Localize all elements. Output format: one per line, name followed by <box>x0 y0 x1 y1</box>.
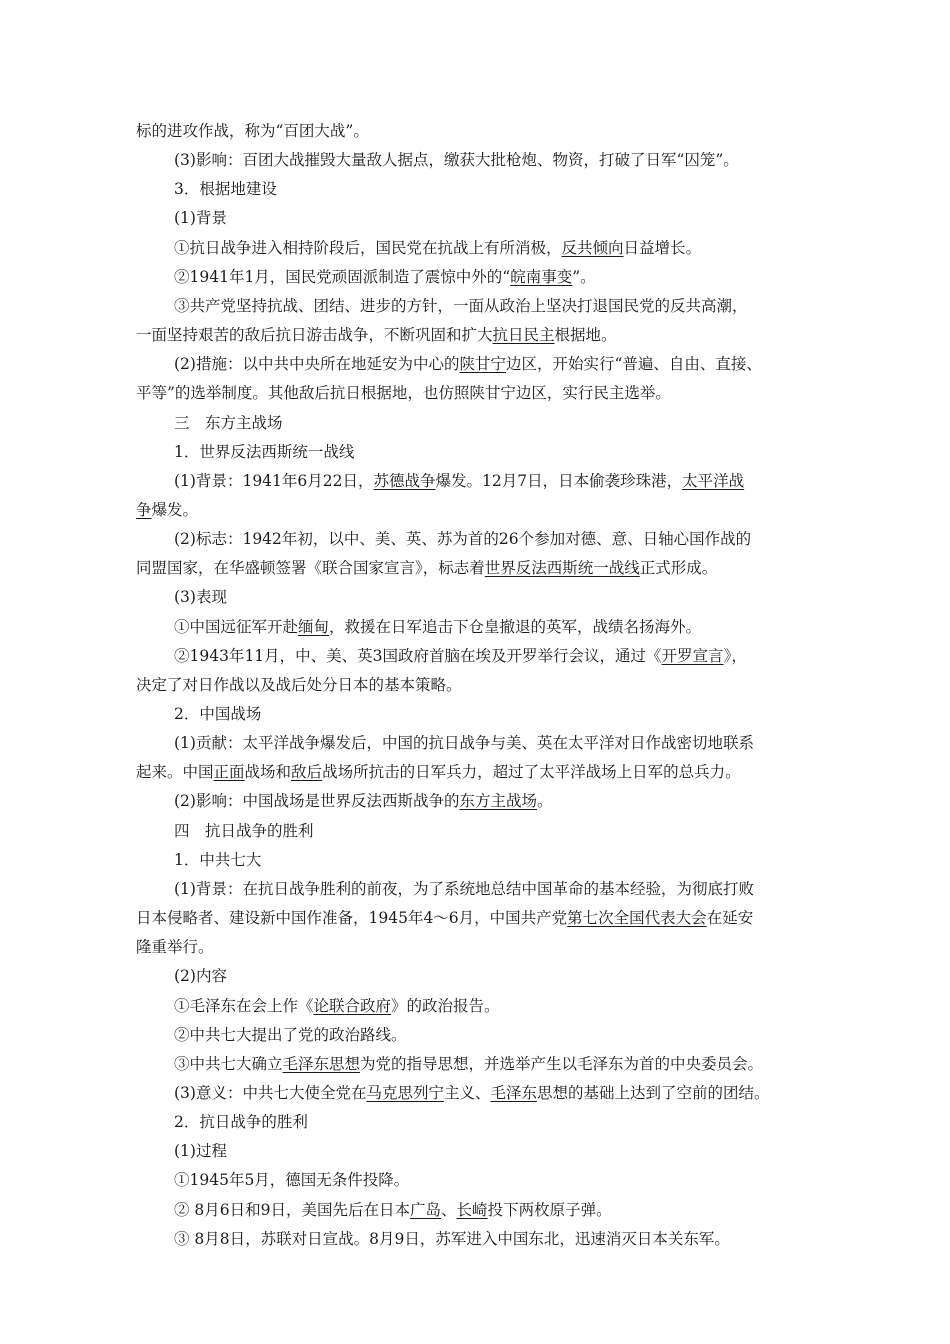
text-segment: 一面坚持艰苦的敌后抗日游击战争，不断巩固和扩大 <box>136 326 493 344</box>
text-segment: ①抗日战争进入相持阶段后，国民党在抗战上有所消极， <box>174 239 562 257</box>
text-line <box>174 441 826 463</box>
text-line <box>174 820 826 842</box>
text-segment: (2)内容 <box>174 967 227 985</box>
underlined-answer: 陕甘宁 <box>459 355 506 373</box>
text-segment: 边区，开始实行“普遍、自由、直接、 <box>505 355 762 373</box>
text-segment: 主义、 <box>443 1084 491 1102</box>
text-line <box>174 237 826 259</box>
text-segment: (1)背景 <box>174 209 227 227</box>
text-segment: ② 8月6日和9日，美国先后在日本 <box>174 1201 411 1219</box>
underlined-answer: 马克思列宁 <box>366 1084 444 1102</box>
underlined-answer: 正面 <box>213 763 245 781</box>
text-segment: 三 东方主战场 <box>174 414 283 432</box>
text-line <box>174 412 826 434</box>
underlined-answer: 毛泽东 <box>490 1084 538 1102</box>
underlined-answer: 长崎 <box>456 1201 488 1219</box>
text-segment: ②1941年1月，国民党顽固派制造了震惊中外的“ <box>174 268 511 286</box>
text-line <box>174 295 826 317</box>
text-segment: 决定了对日作战以及战后处分日本的基本策略。 <box>136 676 462 694</box>
underlined-answer: 缅甸 <box>298 618 330 636</box>
text-line <box>174 207 826 229</box>
text-line <box>136 324 826 346</box>
text-line <box>136 120 826 142</box>
underlined-answer: 敌后 <box>291 763 323 781</box>
text-line <box>174 616 826 638</box>
text-segment: (1)背景：在抗日战争胜利的前夜，为了系统地总结中国革命的基本经验，为彻底打败 <box>174 880 754 898</box>
underlined-answer: 第七次全国代表大会 <box>567 909 707 927</box>
text-line <box>174 149 826 171</box>
text-segment: 为党的指导思想，并选举产生以毛泽东为首的中央委员会。 <box>360 1055 764 1073</box>
text-segment: (2)措施：以中共中央所在地延安为中心的 <box>174 355 460 373</box>
text-line <box>174 1111 826 1133</box>
text-segment: 隆重举行。 <box>136 938 214 956</box>
underlined-answer: 东方主战场 <box>459 792 537 810</box>
text-segment: 》的政治报告。 <box>391 997 500 1015</box>
text-line <box>136 907 826 929</box>
text-line <box>174 470 826 492</box>
text-line <box>174 965 826 987</box>
text-segment: (1)贡献：太平洋战争爆发后，中国的抗日战争与美、英在太平洋对日作战密切地联系 <box>174 734 754 752</box>
text-segment: 日本侵略者、建设新中国作准备，1945年4～6月，中国共产党 <box>136 909 568 927</box>
text-segment: 起来。中国 <box>136 763 214 781</box>
text-line <box>174 849 826 871</box>
text-segment: 根据地。 <box>554 326 617 344</box>
text-segment: 爆发。12月7日，日本偷袭珍珠港， <box>435 472 683 490</box>
text-segment: 投下两枚原子弹。 <box>487 1201 612 1219</box>
text-segment: (1)背景：1941年6月22日， <box>174 472 374 490</box>
text-segment: 四 抗日战争的胜利 <box>174 822 314 840</box>
text-segment: ①毛泽东在会上作《 <box>174 997 314 1015</box>
text-segment: (3)影响：百团大战摧毁大量敌人据点，缴获大批枪炮、物资，打破了日军“囚笼”。 <box>174 151 739 169</box>
text-segment: ①中国远征军开赴 <box>174 618 299 636</box>
text-line <box>174 1199 826 1221</box>
text-line <box>174 995 826 1017</box>
text-line <box>174 1169 826 1191</box>
text-line <box>174 645 826 667</box>
text-line <box>174 353 826 375</box>
text-segment: (1)过程 <box>174 1142 227 1160</box>
text-segment: 。 <box>536 792 553 810</box>
text-segment: 日益增长。 <box>623 239 702 257</box>
text-line <box>174 266 826 288</box>
underlined-answer: 太平洋战 <box>682 472 745 490</box>
text-segment: (3)表现 <box>174 588 227 606</box>
underlined-answer: 皖南事变 <box>510 268 573 286</box>
underlined-answer: 开罗宣言 <box>661 647 724 665</box>
text-line <box>174 1053 826 1075</box>
text-segment: ③中共七大确立 <box>174 1055 283 1073</box>
text-segment: ①1945年5月，德国无条件投降。 <box>174 1171 410 1189</box>
text-segment: (2)标志：1942年初，以中、美、英、苏为首的26个参加对德、意、日轴心国作战的 <box>174 530 752 548</box>
underlined-answer: 世界反法西斯统一战线 <box>484 559 640 577</box>
text-line <box>174 1140 826 1162</box>
underlined-answer: 苏德战争 <box>373 472 436 490</box>
text-line <box>174 178 826 200</box>
text-segment: (2)影响：中国战场是世界反法西斯战争的 <box>174 792 460 810</box>
text-segment: 思想的基础上达到了空前的团结。 <box>537 1084 770 1102</box>
text-segment: 、 <box>441 1201 457 1219</box>
text-segment: 同盟国家，在华盛顿签署《联合国家宣言》，标志着 <box>136 559 485 577</box>
underlined-answer: 毛泽东思想 <box>282 1055 361 1073</box>
text-line <box>136 382 826 404</box>
underlined-answer: 论联合政府 <box>313 997 392 1015</box>
text-line <box>174 878 826 900</box>
text-line <box>136 557 826 579</box>
text-line <box>136 761 826 783</box>
underlined-answer: 反共倾向 <box>561 239 624 257</box>
underlined-answer: 广岛 <box>410 1201 442 1219</box>
text-segment: 标的进攻作战，称为“百团大战”。 <box>136 122 369 140</box>
underlined-answer: 抗日民主 <box>492 326 555 344</box>
text-segment: ②1943年11月，中、美、英3国政府首脑在埃及开罗举行会议，通过《 <box>174 647 662 665</box>
text-line <box>136 936 826 958</box>
text-segment: 》， <box>723 647 747 665</box>
text-segment: 2．抗日战争的胜利 <box>174 1113 308 1131</box>
text-segment: 3．根据地建设 <box>174 180 277 198</box>
text-line <box>174 732 826 754</box>
text-line <box>174 790 826 812</box>
text-segment: 正式形成。 <box>639 559 718 577</box>
text-line <box>136 499 826 521</box>
text-segment: ③共产党坚持抗战、团结、进步的方针，一面从政治上坚决打退国民党的反共高潮， <box>174 297 748 315</box>
text-line <box>174 586 826 608</box>
text-segment: 在延安 <box>706 909 754 927</box>
text-line <box>174 528 826 550</box>
text-segment: 2．中国战场 <box>174 705 262 723</box>
text-segment: ③ 8月8日，苏联对日宣战。8月9日，苏军进入中国东北，迅速消灭日本关东军。 <box>174 1230 730 1248</box>
text-line <box>174 1228 826 1250</box>
text-segment: 爆发。 <box>151 501 199 519</box>
text-segment: 战场和 <box>244 763 292 781</box>
underlined-answer: 争 <box>136 501 152 519</box>
text-segment: (3)意义：中共七大使全党在 <box>174 1084 367 1102</box>
text-segment: ”。 <box>572 268 596 286</box>
text-line <box>174 1082 826 1104</box>
text-line <box>174 1024 826 1046</box>
text-line <box>174 703 826 725</box>
text-line <box>136 674 826 696</box>
text-segment: 1．中共七大 <box>174 851 262 869</box>
text-segment: 1．世界反法西斯统一战线 <box>174 443 355 461</box>
text-segment: ②中共七大提出了党的政治路线。 <box>174 1026 407 1044</box>
text-segment: 战场所抗击的日军兵力，超过了太平洋战场上日军的总兵力。 <box>322 763 741 781</box>
text-segment: 平等”的选举制度。其他敌后抗日根据地，也仿照陕甘宁边区，实行民主选举。 <box>136 384 671 402</box>
text-segment: ，救援在日军追击下仓皇撤退的英军，战绩名扬海外。 <box>329 618 702 636</box>
